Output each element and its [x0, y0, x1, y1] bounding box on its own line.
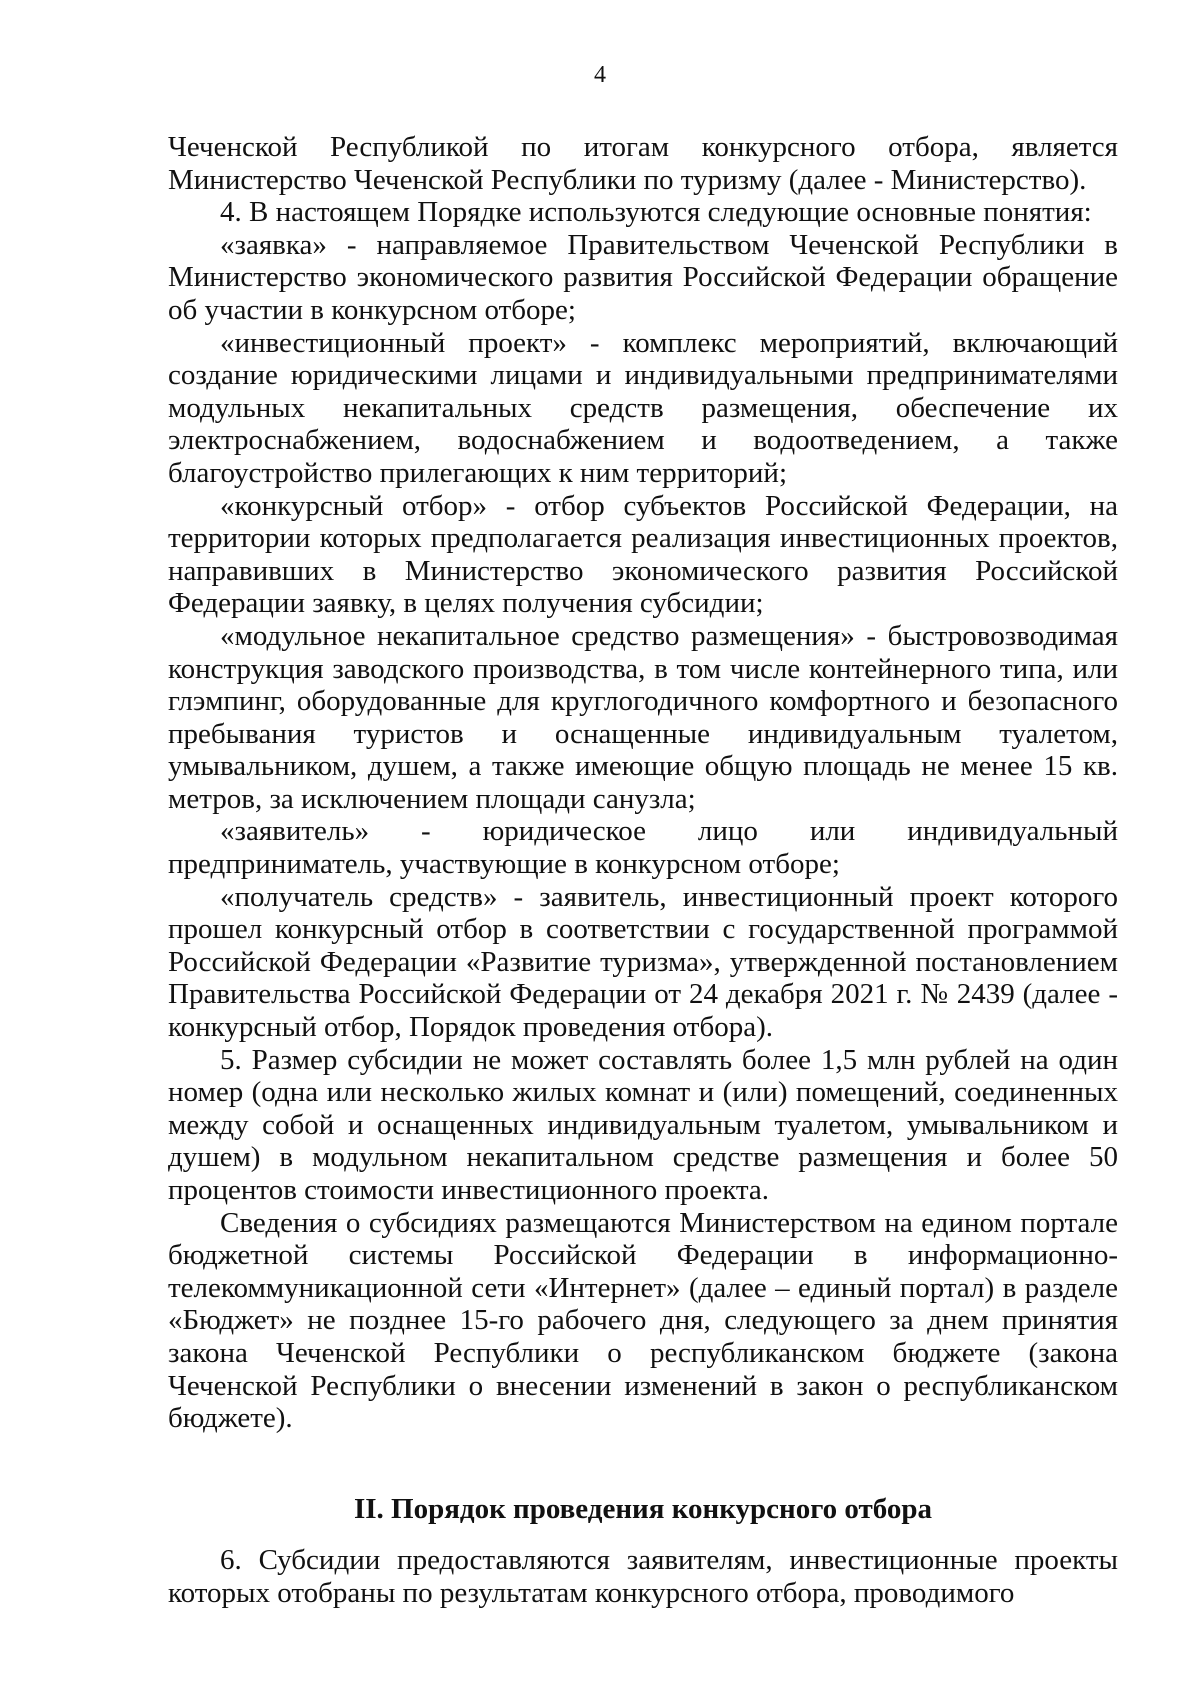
paragraph-6: 6. Субсидии предоставляются заявителям, инвестиционные проекты которых отобраны по результатам конкурсного отбора, проводимого: [168, 1544, 1118, 1609]
definition-investment-project: «инвестиционный проект» - комплекс мероприятий, включающий создание юридическими лицами и индивидуальными предпринимателями модульных некапитальных средств размещения, обеспечение их электроснабжением, водоснабжением и водоотведением, а также благоустройство прилегающих к ним территорий;: [168, 326, 1118, 489]
definition-modular-accommodation: «модульное некапитальное средство размещения» - быстровозводимая конструкция заводского производства, в том числе контейнерного типа, или глэмпинг, оборудованные для круглогодичного комфортного и безопасного пребывания туристов и оснащенные индивидуальным туалетом, умывальником, душем, а также имеющие общую площадь не менее 15 кв. метров, за исключением площади санузла;: [168, 619, 1118, 815]
definition-applicant: «заявитель» - юридическое лицо или индивидуальный предприниматель, участвующие в конкурсном отборе;: [168, 815, 1118, 881]
definition-competitive-selection: «конкурсный отбор» - отбор субъектов Российской Федерации, на территории которых предполагается реализация инвестиционных проектов, направивших в Министерство экономического развития Российской Федерации заявку, в целях получения субсидии;: [168, 489, 1118, 620]
section-heading: II. Порядок проведения конкурсного отбора: [353, 1492, 933, 1525]
document-body: [168, 131, 1118, 1610]
definition-recipient: «получатель средств» - заявитель, инвестиционный проект которого прошел конкурсный отбор в соответствии с государственной программой Российской Федерации «Развитие туризма», утвержденной постановлением Правительства Российской Федерации от 24 декабря 2021 г. № 2439 (далее - конкурсный отбор, Порядок проведения отбора).: [168, 880, 1118, 1044]
paragraph-4: 4. В настоящем Порядке используются следующие основные понятия:: [220, 196, 1092, 229]
paragraph-subsidy-info: Сведения о субсидиях размещаются Министерством на едином портале бюджетной системы Российской Федерации в информационно-телекоммуникационной сети «Интернет» (далее – единый портал) в разделе «Бюджет» не позднее 15-го рабочего дня, следующего за днем принятия закона Чеченской Республики о республиканском бюджете (закона Чеченской Республики о внесении изменений в закон о республиканском бюджете).: [168, 1206, 1118, 1435]
page-number: 4: [594, 62, 606, 88]
paragraph-continued: Чеченской Республикой по итогам конкурсного отбора, является Министерство Чеченской Республики по туризму (далее - Министерство).: [168, 131, 1118, 196]
definition-zayavka: «заявка» - направляемое Правительством Чеченской Республики в Министерство экономического развития Российской Федерации обращение об участии в конкурсном отборе;: [168, 228, 1118, 326]
paragraph-5: 5. Размер субсидии не может составлять более 1,5 млн рублей на один номер (одна или несколько жилых комнат и (или) помещений, соединенных между собой и оснащенных индивидуальным туалетом, умывальником и душем) в модульном некапитальном средстве размещения и более 50 процентов стоимости инвестиционного проекта.: [168, 1043, 1118, 1206]
